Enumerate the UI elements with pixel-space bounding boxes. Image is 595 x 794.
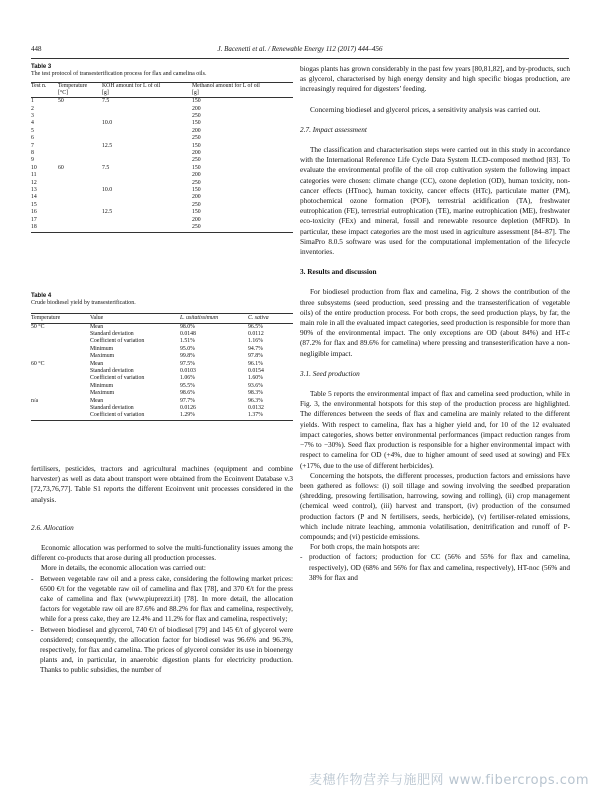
table-row — [31, 209, 293, 216]
table-cell: 60 — [58, 164, 64, 171]
table-row — [31, 157, 293, 164]
table-row — [31, 405, 293, 412]
table-cell: Maximum — [90, 353, 115, 360]
table-cell: 94.7% — [248, 345, 263, 352]
table-row — [31, 224, 293, 232]
table3-col-header: Temperature — [58, 82, 88, 89]
table-row — [31, 143, 293, 150]
table-row — [31, 375, 293, 382]
table-row — [31, 165, 293, 172]
table3-col-header: Test n. — [31, 82, 47, 89]
table-cell: 17 — [31, 216, 37, 223]
table4-block — [31, 293, 293, 421]
table-cell: 250 — [192, 224, 201, 231]
table-row — [31, 383, 293, 390]
table3-body — [31, 98, 293, 232]
table-cell — [102, 180, 192, 187]
table-row — [31, 412, 293, 420]
table4 — [31, 313, 293, 421]
paragraph: For biodiesel production from flax and camelina, Fig. 2 shows the contribution of the three subsystems (seed production, seed pressing and the transesterification of vegetable oils) of the entire production process. For both crops, the seed production plays, by far, the main role in all the evaluated impact categories, seed production is responsible for more than 90% of the environmental impact. The only exceptions are OD (about 84%) and HT-c (87.2% for flax and 89.6% for camelina) where pressing and transesterification have a non-negligible impact. — [300, 288, 570, 358]
table-row — [31, 194, 293, 201]
table-cell — [102, 106, 192, 113]
table-cell: 200 — [192, 105, 201, 112]
table4-label: Table 4 — [31, 293, 52, 299]
section-heading: 3. Results and discussion — [300, 268, 377, 277]
table-cell: 10.0 — [102, 187, 113, 194]
table-cell: 12 — [31, 179, 37, 186]
table-cell: 10 — [31, 164, 37, 171]
table-row — [31, 187, 293, 194]
watermark: 麦穗作物营养与施肥网 www.fibercrops.com — [308, 773, 589, 788]
paragraph: Concerning the hotspots, the different processes, production factors and emissions have been gathered as follows: (i) soil tillage and sowing involving the seedbed preparation (shredding, presowing fertilisation, harrowing, sowing and rolling), (ii) crop management (chemical weed control), (iii) harvest and transport, (iv) production of the consumed production factors (P and N fertilisers, seeds, herbicide), (v) fertiliser-related emissions, which include nitrate leaching, ammonia volatilisation, denitrification and runoff of P-compounds; and (vi) pesticide emissions. — [300, 471, 570, 541]
table-row — [31, 128, 293, 135]
table-cell: 6 — [31, 135, 34, 142]
table-cell: Mean — [90, 323, 104, 330]
table-cell: 150 — [192, 98, 201, 105]
table-cell — [58, 202, 102, 209]
table4-col-header: C. sativa — [248, 314, 269, 321]
table-cell — [58, 128, 102, 135]
section-heading: 2.7. Impact assessment — [300, 125, 367, 134]
table-cell: 7.5 — [102, 98, 110, 105]
table3-unit — [31, 90, 58, 98]
table-cell — [58, 113, 102, 120]
table-row — [31, 346, 293, 353]
table-cell — [58, 209, 102, 216]
table-row — [31, 98, 293, 106]
table-cell — [102, 202, 192, 209]
paragraph: More in details, the economic allocation was carried out: — [41, 564, 206, 573]
table-cell: 1.60% — [248, 375, 263, 382]
table-row — [31, 338, 293, 345]
table-cell — [31, 405, 90, 412]
table-cell: Coefficient of variation — [90, 412, 145, 419]
table-cell: 200 — [192, 216, 201, 223]
table3-label: Table 3 — [31, 64, 52, 70]
table-cell: 60 °C — [31, 360, 45, 367]
table-cell — [31, 383, 90, 390]
table-cell: 93.6% — [248, 382, 263, 389]
table-cell: n/a — [31, 397, 39, 404]
table-cell: 95.0% — [180, 345, 195, 352]
table-cell — [58, 187, 102, 194]
table-cell: 98.3% — [248, 390, 263, 397]
table-cell — [58, 135, 102, 142]
table-cell: 99.8% — [180, 353, 195, 360]
table-cell: 1.29% — [180, 412, 195, 419]
table3-col-header: Methanol amount for L of oil — [192, 82, 260, 89]
table-cell: 3 — [31, 113, 34, 119]
table-cell: 97.5% — [180, 360, 195, 367]
table3-caption: The test protocol of transesterification process for flax and camelina oils. — [31, 71, 207, 78]
paragraph: Table 5 reports the environmental impact of flax and camelina seed production, while in Fig. 3, the environmental hotspots for this step of the production process are highlighted. The differences between the seeds of flax and camelina are mainly related to the different yields. With respect to camelina, flax has a higher yield and, for 10 of the 12 evaluated impact categories, shows better environmental performances (impact reduction ranges from −7% to −30%). Seed flax production is responsible for a higher environmental impact with respect to camelina for OD (+4%, due to higher amount of seed used at sowing) and FEx (+17%, due to the use of different herbicides). — [300, 390, 570, 470]
table-cell: 1 — [31, 98, 34, 105]
table4-body — [31, 323, 293, 420]
paragraph: Concerning biodiesel and glycerol prices, a sensitivity analysis was carried out. — [310, 105, 541, 114]
table-cell: 50 — [58, 98, 64, 105]
paragraph: For both crops, the main hotspots are: — [310, 543, 420, 552]
table-cell: 150 — [192, 120, 201, 127]
table-row — [31, 202, 293, 209]
table-cell: 7.5 — [102, 164, 110, 171]
table-cell: 10.0 — [102, 120, 113, 127]
table-cell — [31, 390, 90, 397]
table3-unit: [g] — [192, 89, 199, 96]
table-cell — [58, 217, 102, 224]
table-row — [31, 150, 293, 157]
table-cell: 98.0% — [180, 323, 195, 330]
table-cell: 0.0132 — [248, 405, 264, 412]
table3-unit: [g] — [102, 89, 109, 96]
table-cell: 4 — [31, 120, 34, 127]
table-cell — [102, 128, 192, 135]
table-cell: 200 — [192, 127, 201, 134]
paragraph: fertilisers, pesticides, tractors and agricultural machines (equipment and combine harvester) as well as data about transport were obtained from the Ecoinvent Database v.3 [72,73,76,77]. Table S1 reports the different Ecoinvent unit processes considered in the analysis. — [31, 465, 293, 504]
hotspot-list — [300, 552, 570, 583]
table-cell — [58, 224, 102, 232]
table-cell — [58, 150, 102, 157]
section-heading: 3.1. Seed production — [300, 369, 360, 378]
table-cell: 200 — [192, 150, 201, 157]
header-rule — [31, 58, 569, 59]
table-row — [31, 135, 293, 142]
table-cell: 9 — [31, 157, 34, 164]
list-item: - Between vegetable raw oil and a press cake, considering the following market prices: 6500 €/t for the vegetable raw oil of camelina and flax [78], and 370 €/t for the press cake of camelina and flax (www.piuprezzi.it) [78]. In more detail, the allocation factors for vegetable raw oil are 87.6% and 88.2% for flax and camelina, respectively, while for a press cake, they are 12.4% and 11.2% for flax and camelina, respectively; — [31, 574, 293, 625]
table-cell: 95.5% — [180, 382, 195, 389]
table-cell: 150 — [192, 142, 201, 149]
table-cell — [31, 338, 90, 345]
table-cell: 8 — [31, 150, 34, 157]
table-cell — [58, 106, 102, 113]
table-cell: 1.16% — [248, 338, 263, 345]
table-row — [31, 398, 293, 405]
table-cell — [102, 224, 192, 232]
table4-col-header: Temperature — [31, 314, 61, 321]
table-row — [31, 106, 293, 113]
table-cell — [58, 143, 102, 150]
table-cell — [31, 353, 90, 360]
table-cell — [31, 346, 90, 353]
table-cell: 98.6% — [180, 390, 195, 397]
section-heading: 2.6. Allocation — [31, 523, 74, 532]
table-cell: 50 °C — [31, 323, 45, 330]
paragraph: Economic allocation was performed to solve the multi-functionality issues among the different co-products that arose during all production processes. — [31, 544, 293, 563]
left-text — [31, 464, 293, 676]
table-cell — [102, 194, 192, 201]
right-text — [300, 64, 570, 583]
table-cell: 1.51% — [180, 338, 195, 345]
table-cell — [102, 150, 192, 157]
table-row — [31, 361, 293, 368]
table-cell: 2 — [31, 105, 34, 112]
table4-caption: Crude biodiesel yield by transesterification. — [31, 300, 136, 307]
table-cell: 0.0126 — [180, 405, 196, 412]
journal-citation: J. Bacenetti et al. / Renewable Energy 112 (2017) 444–456 — [217, 45, 383, 53]
table-cell: 5 — [31, 127, 34, 134]
table3 — [31, 82, 293, 233]
table-cell — [102, 217, 192, 224]
page-number: 448 — [31, 45, 42, 53]
table-cell: 250 — [192, 157, 201, 164]
table-cell: 1.37% — [248, 412, 263, 419]
table-cell: 250 — [192, 201, 201, 208]
table-cell — [58, 120, 102, 127]
list-item: - Between biodiesel and glycerol, 740 €/t of biodiesel [79] and 145 €/t of glycerol were considered; consequently, the allocation factor for biodiesel was 96.6% and 96.3%, respectively, for flax and camelina. The prices of glycerol consider its use in bioenergy plants and, in particular, in anaerobic digestion plants for electricity production. Thanks to public subsidies, the number of — [31, 625, 293, 676]
running-header — [31, 45, 569, 57]
table-row — [31, 172, 293, 179]
table-cell — [58, 180, 102, 187]
table-row — [31, 113, 293, 120]
table-cell: 250 — [192, 179, 201, 186]
table-row — [31, 331, 293, 338]
table4-col-header: L. usitatissimum — [180, 314, 219, 321]
table-cell: Minimum — [90, 382, 114, 389]
table-cell — [102, 157, 192, 164]
table-row — [31, 390, 293, 397]
table-row — [31, 120, 293, 127]
table-cell — [31, 412, 90, 420]
table3-col-header: KOH amount for L of oil — [102, 82, 161, 89]
table-cell: 13 — [31, 187, 37, 194]
table-cell: 16 — [31, 209, 37, 216]
table-cell: 0.0148 — [180, 331, 196, 337]
table-cell: 150 — [192, 209, 201, 216]
table-cell: 11 — [31, 172, 37, 179]
table-cell: Coefficient of variation — [90, 338, 145, 345]
table-cell — [58, 157, 102, 164]
table-cell: 7 — [31, 142, 34, 149]
paragraph: biogas plants has grown considerably in the past few years [80,81,82], and by-products, such as glycerol, characterised by high energy density and high specific biogas production, are increasingly required for digesters’ feeding. — [300, 65, 570, 94]
table-cell: 0.0103 — [180, 368, 196, 375]
table-cell: Standard deviation — [90, 405, 134, 412]
table-cell — [31, 375, 90, 382]
table-cell: 250 — [192, 113, 201, 119]
table-row — [31, 180, 293, 187]
list-item: - production of factors; production for CC (56% and 55% for flax and camelina, respectively), OD (68% and 56% for flax and camelina, respectively), HT-noc (56% and 38% for flax and — [300, 552, 570, 583]
table-cell: Standard deviation — [90, 368, 134, 375]
table-cell: 12.5 — [102, 209, 113, 216]
table-cell — [58, 194, 102, 201]
table-cell: Standard deviation — [90, 331, 134, 337]
allocation-list — [31, 574, 293, 676]
table-cell — [31, 331, 90, 338]
table-cell: 97.8% — [248, 353, 263, 360]
table-cell: Mean — [90, 397, 104, 404]
table-cell: 0.0112 — [248, 331, 264, 337]
table-cell: 200 — [192, 194, 201, 201]
table-cell: 15 — [31, 201, 37, 208]
table-cell — [102, 135, 192, 142]
table-cell: 0.0154 — [248, 368, 264, 375]
table-cell — [102, 172, 192, 179]
table-cell: 14 — [31, 194, 37, 201]
table-cell: 96.1% — [248, 360, 263, 367]
table3-unit: [°C] — [58, 89, 69, 96]
table-cell — [102, 113, 192, 120]
table-row — [31, 217, 293, 224]
table-cell: 96.5% — [248, 323, 263, 330]
table-cell: 18 — [31, 224, 37, 231]
table-row — [31, 353, 293, 360]
table-row — [31, 368, 293, 375]
table-cell: Minimum — [90, 345, 114, 352]
table-cell — [58, 172, 102, 179]
table-cell: 150 — [192, 164, 201, 171]
table-cell: 96.3% — [248, 397, 263, 404]
table-cell: 150 — [192, 187, 201, 194]
table-cell: 12.5 — [102, 142, 113, 149]
table-cell: 250 — [192, 135, 201, 142]
table3-block — [31, 64, 293, 233]
table-row — [31, 323, 293, 331]
table-cell — [31, 368, 90, 375]
table-cell: 97.7% — [180, 397, 195, 404]
table-cell: Coefficient of variation — [90, 375, 145, 382]
paragraph: The classification and characterisation steps were carried out in this study in accordance with the International Reference Life Cycle Data System ILCD-composed method [83]. To evaluate the environmental profile of the oil crop cultivation system the following impact categories were chosen: climate change (CC), ozone depletion (OD), human toxicity, non-cancer effects (HTnoc), human toxicity, cancer effects (HTc), particulate matter (PM), photochemical ozone formation (POF), terrestrial acidification (TA), freshwater eutrophication (FE), terrestrial eutrophication (TE), marine eutrophication (ME), freshwater eco-toxicity (FEx) and mineral, fossil and renewable resource depletion (MFRD). In particular, these impact categories are the most used in agriculture assessment [84–87]. The SimaPro 8.0.5 software was used for the computational implementation of the lifecycle inventories. — [300, 146, 570, 257]
table-cell: Maximum — [90, 390, 115, 397]
table-cell: 1.06% — [180, 375, 195, 382]
table4-col-header: Value — [90, 314, 104, 321]
table-cell: 200 — [192, 172, 201, 179]
table-cell: Mean — [90, 360, 104, 367]
